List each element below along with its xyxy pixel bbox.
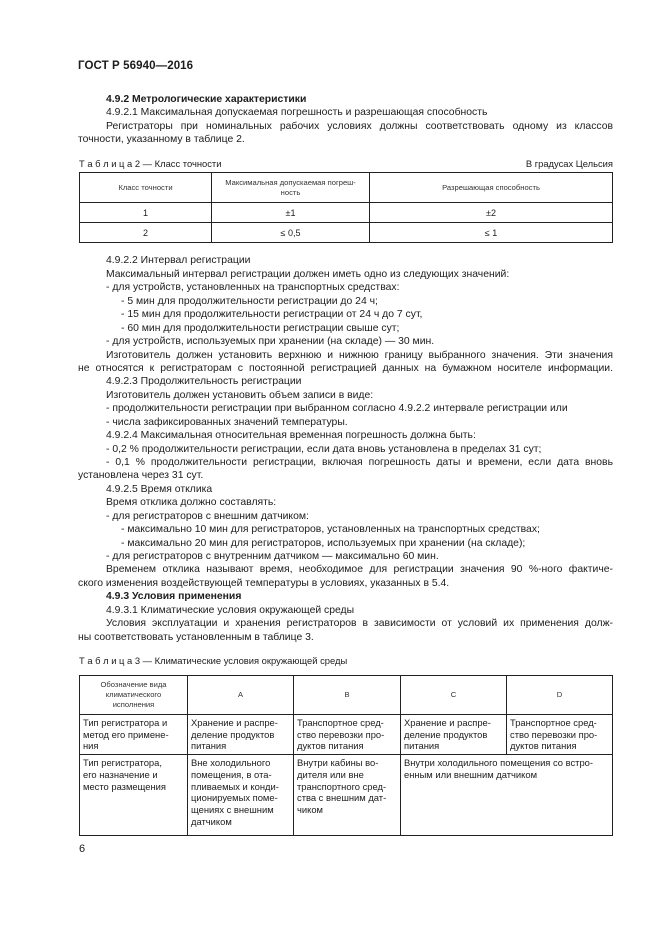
document-code: ГОСТ Р 56940—2016 <box>78 60 194 72</box>
table-header-cell: D <box>507 676 613 715</box>
subsection-4-9-2-2: 4.9.2.2 Интервал регистрации <box>106 255 251 266</box>
table-cell: Внутри кабины во- дителя или вне транспортного сред- ства с внешним дат- чиком <box>294 755 401 836</box>
table-cell: Хранение и распре- деление продуктов питания <box>401 715 507 755</box>
list-item: - 60 мин для продолжительности регистрации свыше сут; <box>121 323 400 334</box>
paragraph-line: точности, указанному в таблице 2. <box>78 134 245 145</box>
table-cell: Тип регистратора и метод его примене- ния <box>80 715 188 755</box>
table2-unit-note: В градусах Цельсия <box>525 158 613 169</box>
table-header-cell: C <box>401 676 507 715</box>
table-cell: ≤ 0,5 <box>212 223 370 243</box>
section-heading-4-9-2: 4.9.2 Метрологические характеристики <box>106 94 307 105</box>
table-cell: Тип регистратора, его назначение и место размещения <box>80 755 188 836</box>
table-header-cell: Класс точности <box>80 173 212 203</box>
table-header-row <box>80 173 613 203</box>
table-accuracy-class <box>79 172 613 243</box>
paragraph-line: установлена через 31 сут. <box>78 470 204 481</box>
subsection-4-9-2-4: 4.9.2.4 Максимальная относительная временная погрешность должна быть: <box>106 430 476 441</box>
page-number: 6 <box>79 843 86 855</box>
list-item: - 0,1 % продолжительности регистрации, включая погрешность даты и времени, если дата вновь <box>106 457 613 468</box>
paragraph-line: Регистраторы при номинальных рабочих условиях должны соответствовать одному из классов <box>106 121 613 132</box>
list-item: - 15 мин для продолжительности регистрации от 24 ч до 7 сут, <box>121 309 423 320</box>
paragraph-line: 4.9.2.1 Максимальная допускаемая погрешность и разрешающая способность <box>106 107 488 118</box>
paragraph-line: Изготовитель должен установить верхнюю и нижнюю границу выбранного значения. Эти значения <box>106 350 613 361</box>
table-cell: Внутри холодильного помещения со встро- енным или внешним датчиком <box>401 755 613 836</box>
table-row <box>80 203 613 223</box>
table-cell: Вне холодильного помещения, в ота- пливаемых и конди- ционируемых поме- щениях с внешним датчиком <box>188 755 294 836</box>
paragraph-line: ны соответствовать установленным в таблице 3. <box>78 632 314 643</box>
list-item: - 0,2 % продолжительности регистрации, если дата вновь установлена в пределах 31 сут; <box>106 444 542 455</box>
table-row <box>80 223 613 243</box>
table-header-cell: Максимальная допускаемая погреш- ность <box>212 173 370 203</box>
table-climatic-conditions <box>79 675 613 836</box>
subsection-4-9-2-5: 4.9.2.5 Время отклика <box>106 484 213 495</box>
list-item: - 5 мин для продолжительности регистрации до 24 ч; <box>121 296 378 307</box>
paragraph-line: Максимальный интервал регистрации должен иметь одно из следующих значений: <box>106 269 510 280</box>
list-item: - для регистраторов с внутренним датчиком — максимально 60 мин. <box>106 551 439 562</box>
paragraph-line: ского изменения воздействующей температуры в условиях, указанных в 5.4. <box>78 578 450 589</box>
table-cell: Хранение и распре- деление продуктов питания <box>188 715 294 755</box>
subsection-4-9-3-1: 4.9.3.1 Климатические условия окружающей среды <box>106 605 355 616</box>
section-heading-4-9-3: 4.9.3 Условия применения <box>106 591 242 602</box>
list-item: - максимально 20 мин для регистраторов, используемых при хранении (на складе); <box>121 538 526 549</box>
subsection-4-9-2-3: 4.9.2.3 Продолжительность регистрации <box>106 376 302 387</box>
table-cell: 2 <box>80 223 212 243</box>
table-row <box>80 755 613 836</box>
paragraph-line: не относятся к регистраторам с постоянной регистрацией данных на бумажном носителе информации. <box>78 363 613 374</box>
paragraph-line: Временем отклика называют время, необходимое для регистрации значения 90 %-ного фактиче- <box>106 564 613 575</box>
list-item: - для регистраторов с внешним датчиком: <box>106 511 309 522</box>
table-header-cell: Обозначение вида климатического исполнения <box>80 676 188 715</box>
paragraph-line: Время отклика должно составлять: <box>106 497 277 508</box>
table-row <box>80 715 613 755</box>
list-item: - числа зафиксированных значений температуры. <box>106 417 348 428</box>
table-cell: Транспортное сред- ство перевозки про- дуктов питания <box>507 715 613 755</box>
table-header-cell: B <box>294 676 401 715</box>
table3-caption: Т а б л и ц а 3 — Климатические условия окружающей среды <box>79 655 348 666</box>
table-cell: Транспортное сред- ство перевозки про- дуктов питания <box>294 715 401 755</box>
table-cell: ±1 <box>212 203 370 223</box>
list-item: - для устройств, используемых при хранении (на складе) — 30 мин. <box>106 336 435 347</box>
paragraph-line: Изготовитель должен установить объем записи в виде: <box>106 390 374 401</box>
table2-caption: Т а б л и ц а 2 — Класс точности <box>79 158 222 169</box>
table-cell: 1 <box>80 203 212 223</box>
paragraph-line: Условия эксплуатации и хранения регистраторов в зависимости от условий их применения долж- <box>106 618 613 629</box>
table-cell: ≤ 1 <box>370 223 613 243</box>
table-header-cell: A <box>188 676 294 715</box>
table-header-cell: Разрешающая способность <box>370 173 613 203</box>
list-item: - максимально 10 мин для регистраторов, установленных на транспортных средствах; <box>121 524 540 535</box>
table-header-row <box>80 676 613 715</box>
table-cell: ±2 <box>370 203 613 223</box>
list-item: - продолжительности регистрации при выбранном согласно 4.9.2.2 интервале регистрации или <box>106 403 568 414</box>
list-item: - для устройств, установленных на транспортных средствах: <box>106 282 400 293</box>
